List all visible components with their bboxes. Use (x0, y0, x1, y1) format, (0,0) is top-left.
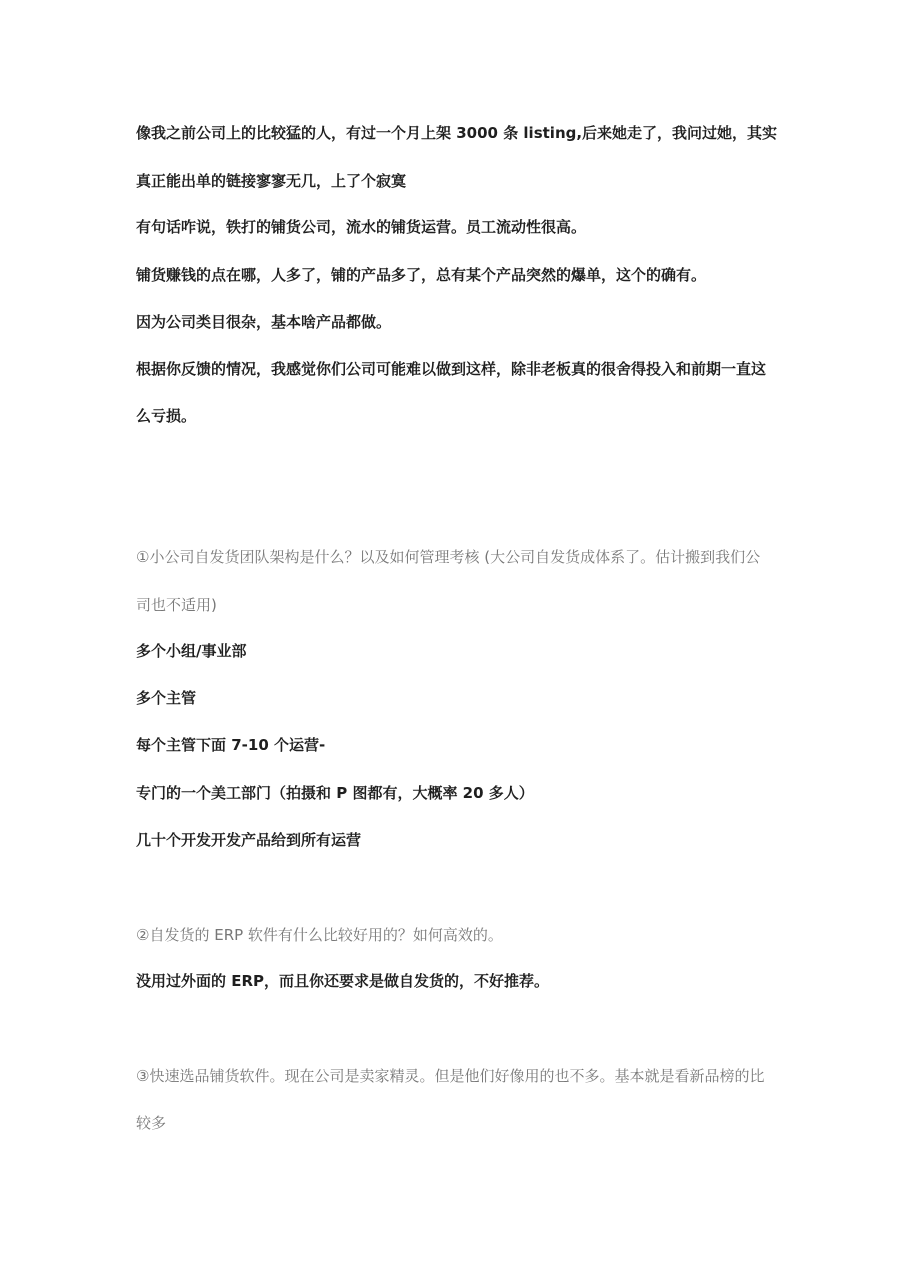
paragraph-line: 么亏损。 (136, 407, 197, 425)
question-1-line-1: ①小公司自发货团队架构是什么？以及如何管理考核 (大公司自发货成体系了。估计搬到我们公 (136, 548, 761, 566)
paragraph-line: 真正能出单的链接寥寥无几，上了个寂寞 (136, 172, 407, 190)
question-3-line-1: ③快速选品铺货软件。现在公司是卖家精灵。但是他们好像用的也不多。基本就是看新品榜的比 (136, 1067, 765, 1085)
paragraph-line: 像我之前公司上的比较猛的人，有过一个月上架 3000 条 listing,后来她走了，我问过她，其实 (136, 124, 778, 142)
paragraph-line: 因为公司类目很杂，基本啥产品都做。 (136, 313, 392, 331)
answer-1-item: 每个主管下面 7-10 个运营- (136, 736, 326, 754)
question-3-line-2: 较多 (136, 1114, 167, 1132)
paragraph-line: 铺货赚钱的点在哪，人多了，铺的产品多了，总有某个产品突然的爆单，这个的确有。 (136, 266, 707, 284)
answer-2-item: 没用过外面的 ERP，而且你还要求是做自发货的，不好推荐。 (136, 972, 550, 990)
answer-1-item: 几十个开发开发产品给到所有运营 (136, 831, 362, 849)
answer-1-item: 多个主管 (136, 689, 197, 707)
answer-1-item: 专门的一个美工部门（拍摄和 P 图都有，大概率 20 多人） (136, 784, 534, 802)
paragraph-line: 根据你反馈的情况，我感觉你们公司可能难以做到这样，除非老板真的很舍得投入和前期一直这 (136, 360, 767, 378)
answer-1-item: 多个小组/事业部 (136, 642, 247, 660)
question-2-line-1: ②自发货的 ERP 软件有什么比较好用的？如何高效的。 (136, 926, 503, 944)
question-1-line-2: 司也不适用) (136, 596, 217, 614)
paragraph-line: 有句话咋说，铁打的铺货公司，流水的铺货运营。员工流动性很高。 (136, 218, 587, 236)
